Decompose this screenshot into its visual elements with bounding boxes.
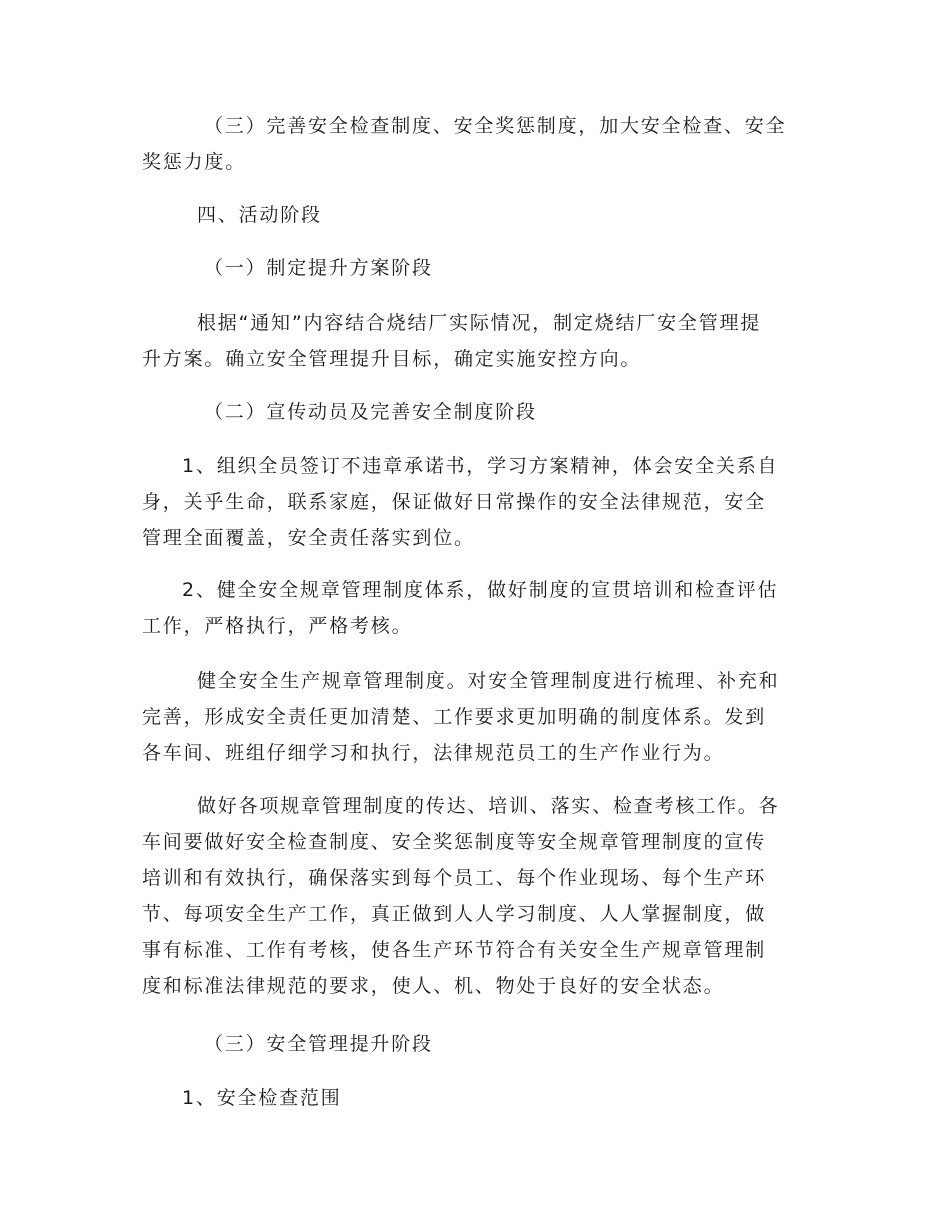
text-line: 根据“通知”内容结合烧结厂实际情况，制定烧结厂安全管理提 [197, 312, 762, 334]
text-line: （二）宣传动员及完善安全制度阶段 [204, 401, 537, 423]
text-line: 升方案。确立安全管理提升目标，确定实施安控方向。 [142, 348, 642, 370]
paragraph-item-1-commitment [142, 448, 812, 556]
text-line: 各车间、班组仔细学习和执行，法律规范员工的生产作业行为。 [142, 742, 725, 764]
text-line: 四、活动阶段 [197, 204, 322, 226]
text-line: 度和标准法律规范的要求，使人、机、物处于良好的安全状态。 [142, 975, 725, 997]
subheading-improvement-stage [142, 1026, 812, 1062]
paragraph-safety-inspection-system [142, 108, 812, 180]
text-line: 1、安全检查范围 [182, 1087, 342, 1109]
text-line: 2、健全安全规章管理制度体系，做好制度的宣贯培训和检查评估 [182, 579, 779, 601]
section-heading-activity-stages [142, 197, 812, 233]
text-line: 做好各项规章管理制度的传达、培训、落实、检查考核工作。各 [197, 795, 780, 817]
text-line: 完善，形成安全责任更加清楚、工作要求更加明确的制度体系。发到 [142, 706, 767, 728]
paragraph-implementation [142, 788, 812, 1004]
text-line: 事有标准、工作有考核，使各生产环节符合有关安全生产规章管理制 [142, 939, 767, 961]
text-line: （一）制定提升方案阶段 [204, 257, 433, 279]
text-line: 1、组织全员签订不违章承诺书，学习方案精神，体会安全关系自 [182, 455, 779, 477]
text-line: 工作，严格执行，严格考核。 [142, 615, 413, 637]
text-line: 健全安全生产规章管理制度。对安全管理制度进行梳理、补充和 [197, 670, 780, 692]
paragraph-plan-description [142, 305, 812, 377]
text-line: 管理全面覆盖，安全责任落实到位。 [142, 527, 475, 549]
paragraph-item-2-regulations [142, 572, 812, 644]
text-line: 节、每项安全生产工作，真正做到人人学习制度、人人掌握制度，做 [142, 903, 767, 925]
text-line: 身，关乎生命，联系家庭，保证做好日常操作的安全法律规范，安全 [142, 491, 767, 513]
subheading-publicity-stage [142, 394, 812, 430]
subheading-plan-stage [142, 250, 812, 286]
paragraph-improve-regulations [142, 663, 812, 771]
text-line: 车间要做好安全检查制度、安全奖惩制度等安全规章管理制度的宣传 [142, 831, 767, 853]
text-line: （三）安全管理提升阶段 [204, 1033, 433, 1055]
text-line: 培训和有效执行，确保落实到每个员工、每个作业现场、每个生产环 [142, 867, 767, 889]
text-line: （三）完善安全检查制度、安全奖惩制度，加大安全检查、安全 [204, 115, 787, 137]
paragraph-inspection-scope [142, 1080, 812, 1116]
text-line: 奖惩力度。 [142, 151, 247, 173]
